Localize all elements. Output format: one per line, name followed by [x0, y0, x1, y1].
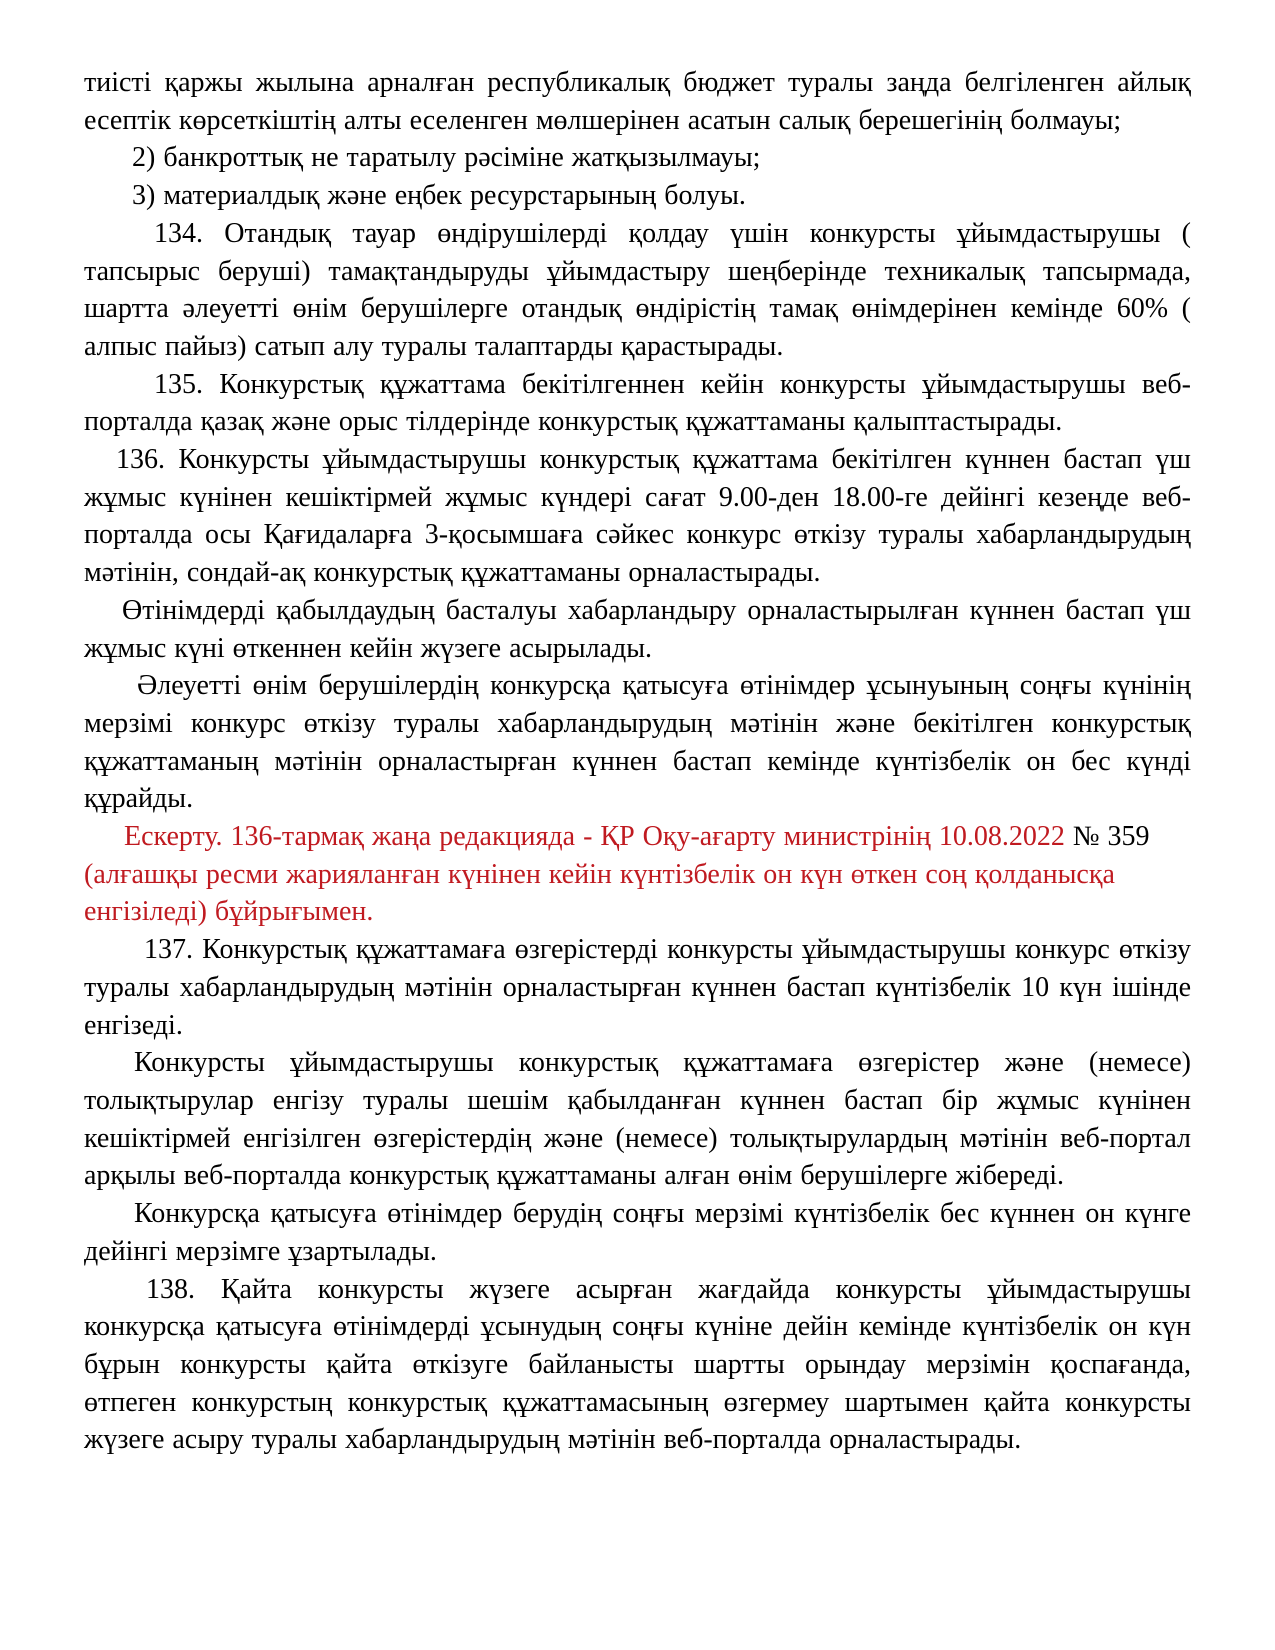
- paragraph-136-deadline: Әлеуетті өнім берушілердің конкурсқа қатысуға өтінімдер ұсынуының соңғы күнінің мерзімі конкурс өткізу туралы хабарландырудың мәтінін және бекітілген конкурстық құжаттаманың мәтінін орналастырған күннен бастап кемінде күнтізбелік он бес күнді құрайды.: [84, 670, 1191, 815]
- list-item-3: 3) материалдық және еңбек ресурстарының болуы.: [132, 180, 746, 212]
- note-segment-enactment: (алғашқы ресми жарияланған күнінен кейін күнтізбелік он күн өткен соң қолданысқа енгізіледі) бұйрығымен.: [84, 858, 1115, 928]
- paragraph-136: 136. Конкурсты ұйымдастырушы конкурстық құжаттама бекітілген күннен бастап үш жұмыс күнінен кешіктірмей жұмыс күндері сағат 9.00-ден 18.00-ге дейінгі кезеңде веб-порталда осы Қағидаларға 3-қосымшаға сәйкес конкурс өткізу туралы хабарландырудың мәтінін, сондай-ақ конкурстық құжаттаманы орналастырады.: [84, 444, 1191, 589]
- paragraph-137: 137. Конкурстық құжаттамаға өзгерістерді конкурсты ұйымдастырушы конкурс өткізу туралы хабарландырудың мәтінін орналастырған күннен бастап күнтізбелік 10 күн ішінде енгізеді.: [84, 934, 1191, 1041]
- paragraph-136-applications: Өтінімдерді қабылдаудың басталуы хабарландыру орналастырылған күннен бастап үш жұмыс күні өткеннен кейін жүзеге асырылады.: [84, 594, 1191, 664]
- amendment-note: [84, 818, 1191, 931]
- paragraph-137-changes: Конкурсты ұйымдастырушы конкурстық құжаттамаға өзгерістер және (немесе) толықтырулар енгізу туралы шешім қабылданған күннен бастап бір жұмыс күнінен кешіктірмей енгізілген өзгерістердің және (немесе) толықтырулардың мәтінін веб-портал арқылы веб-порталда конкурстық құжаттаманы алған өнім берушілерге жібереді.: [84, 1047, 1191, 1192]
- list-item-2: 2) банкроттық не таратылу рәсіміне жатқызылмауы;: [132, 142, 761, 174]
- paragraph-135: 135. Конкурстық құжаттама бекітілгеннен кейін конкурсты ұйымдастырушы веб-порталда қазақ және орыс тілдерінде конкурстық құжаттаманы қалыптастырады.: [84, 368, 1191, 438]
- paragraph-continuation: тиісті қаржы жылына арналған республикалық бюджет туралы заңда белгіленген айлық есептік көрсеткіштің алты еселенген мөлшерінен асатын салық берешегінің болмауы;: [84, 67, 1191, 136]
- paragraph-138: 138. Қайта конкурсты жүзеге асырған жағдайда конкурсты ұйымдастырушы конкурсқа қатысуға өтінімдерді ұсынудың соңғы күніне дейін кемінде күнтізбелік он күн бұрын конкурсты қайта өткізуге байланысты шартты орындау мерзімін қоспағанда, өтпеген конкурстың конкурстық құжаттамасының өзгермеу шартымен қайта конкурсты жүзеге асыру туралы хабарландырудың мәтінін веб-порталда орналастырады.: [84, 1273, 1191, 1456]
- paragraph-134: 134. Отандық тауар өндірушілерді қолдау үшін конкурсты ұйымдастырушы ( тапсырыс беруші) тамақтандыруды ұйымдастыру шеңберінде техникалық тапсырмада, шартта әлеуетті өнім берушілерге отандық өндірістің тамақ өнімдерінен кемінде 60% ( алпыс пайыз) сатып алу туралы талаптарды қарастырады.: [84, 217, 1191, 362]
- note-segment-order-info: Ескерту. 136-тармақ жаңа редакцияда - ҚР Оқу-ағарту министрінің 10.08.2022: [124, 821, 1073, 853]
- paragraph-137-extension: Конкурсқа қатысуға өтінімдер берудің соңғы мерзімі күнтізбелік бес күннен он күнге дейінгі мерзімге ұзартылады.: [84, 1198, 1191, 1267]
- note-segment-order-number: № 359: [1072, 821, 1150, 853]
